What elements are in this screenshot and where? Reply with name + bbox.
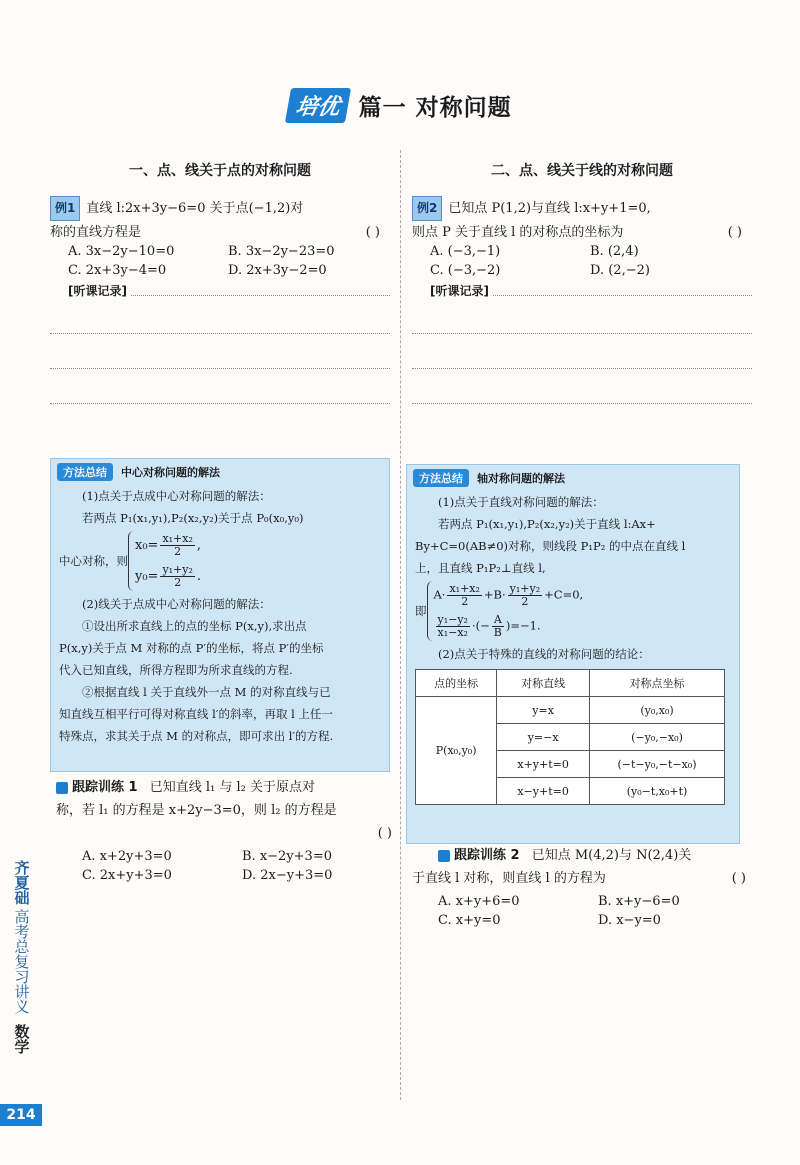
- track-2-label: 跟踪训练 2: [454, 848, 520, 863]
- column-divider: [400, 150, 401, 1100]
- example-2-text2: 则点 P 关于直线 l 的对称点的坐标为: [412, 225, 624, 240]
- eqB-3: )=−1.: [505, 618, 541, 633]
- method-text: 代入已知直线，所得方程即为所求直线的方程.: [59, 663, 293, 677]
- record-line: [493, 295, 752, 296]
- eqB-den2: B: [493, 626, 502, 639]
- method-text: 特殊点，求其关于点 M 的对称点，即可求出 l′的方程.: [59, 729, 334, 743]
- table-cell: (y₀−t,x₀+t): [590, 778, 725, 805]
- eq2-lhs: y₀=: [135, 569, 159, 584]
- track-2-line2: [412, 867, 752, 890]
- example-2-options: [430, 244, 752, 278]
- record-label: [听课记录]: [68, 284, 127, 298]
- table-header: 点的坐标: [416, 670, 497, 697]
- method-text: (2)线关于点成中心对称问题的解法：: [82, 597, 271, 611]
- left-method-header: [51, 459, 389, 485]
- eqA-3: +C=0,: [544, 587, 584, 602]
- eqA-den2: 2: [521, 595, 529, 608]
- option-d: D. 2x+3y−2=0: [228, 263, 327, 278]
- track-2-text2: 于直线 l 对称，则直线 l 的方程为: [412, 871, 606, 886]
- eq1-frac: [160, 533, 194, 558]
- left-track: [56, 776, 396, 883]
- option-a: A. x+y+6=0: [438, 894, 520, 909]
- eqA-2: +B·: [483, 587, 506, 602]
- eqB-den1: x₁−x₂: [437, 626, 468, 639]
- brand-text: 齐夏础: [12, 860, 31, 905]
- table-row: [416, 697, 725, 724]
- option-c: C. 2x+y+3=0: [82, 868, 172, 883]
- eqA-num1: x₁+x₂: [449, 582, 480, 595]
- table-cell: y=x: [497, 697, 590, 724]
- right-section-title: 二、点、线关于线的对称问题: [491, 163, 673, 179]
- eqA-frac1: [447, 583, 481, 608]
- left-method-box: [50, 458, 390, 772]
- track-1-text1: 已知直线 l₁ 与 l₂ 关于原点对: [149, 780, 315, 795]
- option-a: A. x+2y+3=0: [82, 849, 172, 864]
- method-text: (1)点关于直线对称问题的解法：: [438, 495, 604, 509]
- table-header: 对称点坐标: [590, 670, 725, 697]
- track-1-text2: 称，若 l₁ 的方程是 x+2y−3=0，则 l₂ 的方程是: [56, 803, 337, 818]
- axis-formula: [415, 581, 731, 641]
- method-text: 知直线互相平行可得对称直线 l′的斜率，再取 l 上任一: [59, 707, 333, 721]
- option-c: C. (−3,−2): [430, 263, 501, 278]
- method-text: ①设出所求直线上的点的坐标 P(x,y),求出点: [82, 619, 307, 633]
- track-1-line1: [56, 776, 396, 799]
- method-text: By+C=0(AB≠0)对称，则线段 P₁P₂ 的中点在直线 l: [415, 539, 686, 553]
- example-1-line2: [50, 221, 390, 244]
- right-column: [412, 160, 752, 404]
- eqA-den1: 2: [461, 595, 469, 608]
- table-cell: (−t−y₀,−t−x₀): [590, 751, 725, 778]
- eqA-1: A·: [433, 587, 446, 602]
- option-b: B. (2,4): [590, 244, 639, 259]
- method-text: 若两点 P₁(x₁,y₁),P₂(x₂,y₂)关于直线 l:Ax+: [438, 517, 656, 531]
- formula-brace: x₀= $\frac{\text{x₁+x₂}}{2}$ , y₀= $\frac{\text{y₁+y₂}}{2}$ .: [128, 531, 201, 591]
- example-2-tag: 例2: [412, 196, 442, 221]
- table-cell: x−y+t=0: [497, 778, 590, 805]
- option-b: B. x−2y+3=0: [242, 849, 332, 864]
- track-1-options: [82, 849, 396, 883]
- example-1-tag: 例1: [50, 196, 80, 221]
- left-section-title: 一、点、线关于点的对称问题: [129, 163, 311, 179]
- eqB-num1: y₁−y₂: [437, 613, 468, 626]
- table-cell: (−y₀,−x₀): [590, 724, 725, 751]
- example-2: [412, 196, 752, 221]
- page-title: 篇一 对称问题: [358, 95, 512, 121]
- example-1-text2: 称的直线方程是: [50, 225, 142, 240]
- option-d: D. (2,−2): [590, 263, 650, 278]
- option-b: B. 3x−2y−23=0: [228, 244, 335, 259]
- eqA-frac2: [508, 583, 542, 608]
- record-line: [50, 333, 390, 334]
- option-d: D. x−y=0: [598, 913, 661, 928]
- option-c: C. x+y=0: [438, 913, 501, 928]
- eq1-num: x₁+x₂: [162, 532, 193, 545]
- eq1-den: 2: [174, 545, 182, 558]
- track-icon: [56, 782, 68, 794]
- center-label: 中心对称，则: [59, 554, 128, 568]
- record-line: [412, 403, 752, 404]
- subject-text: 数学: [12, 1024, 31, 1054]
- track-2-line1: [412, 844, 752, 867]
- option-b: B. x+y−6=0: [598, 894, 680, 909]
- example-2-text1: 已知点 P(1,2)与直线 l:x+y+1=0,: [448, 201, 651, 216]
- book-sidebar: [8, 860, 34, 1054]
- center-formula: [59, 531, 381, 591]
- eqB-2: ·(−: [471, 618, 490, 633]
- symmetry-table: [415, 669, 725, 805]
- method-text: ②根据直线 l 关于直线外一点 M 的对称直线与已: [82, 685, 331, 699]
- method-text: P(x,y)关于点 M 对称的点 P′的坐标，将点 P′的坐标: [59, 641, 324, 655]
- table-point-cell: P(x₀,y₀): [416, 697, 497, 805]
- right-track: [412, 844, 752, 928]
- eqB-frac2: [492, 614, 504, 639]
- table-cell: (y₀,x₀): [590, 697, 725, 724]
- record-line: [50, 403, 390, 404]
- ji-label: 即: [415, 604, 427, 618]
- example-1-paren: ( ): [365, 225, 380, 240]
- track-2-paren: ( ): [731, 871, 746, 886]
- record-line: [131, 295, 390, 296]
- record-row: [412, 282, 752, 299]
- record-row: [50, 282, 390, 299]
- eq2-den: 2: [174, 576, 182, 589]
- example-1-options: [68, 244, 390, 278]
- eqA-num2: y₁+y₂: [509, 582, 541, 595]
- right-method-box: [406, 464, 740, 844]
- method-text: 若两点 P₁(x₁,y₁),P₂(x₂,y₂)关于点 P₀(x₀,y₀): [82, 511, 304, 525]
- track-2-options: [438, 894, 752, 928]
- method-title: 轴对称问题的解法: [477, 472, 565, 485]
- eqB-num2: A: [492, 614, 504, 627]
- formula-brace: [427, 581, 584, 641]
- record-line: [412, 333, 752, 334]
- option-c: C. 2x+3y−4=0: [68, 263, 167, 278]
- header-badge: 培优: [285, 88, 351, 123]
- track-1-label: 跟踪训练 1: [72, 780, 138, 795]
- table-header-row: [416, 670, 725, 697]
- example-2-paren: ( ): [727, 225, 742, 240]
- option-d: D. 2x−y+3=0: [242, 868, 333, 883]
- option-a: A. (−3,−1): [430, 244, 501, 259]
- eq2-num: y₁+y₂: [162, 563, 193, 576]
- example-1-text1: 直线 l:2x+3y−6=0 关于点(−1,2)对: [86, 201, 304, 216]
- method-text: 上，且直线 P₁P₂⊥直线 l,: [415, 561, 546, 575]
- record-line: [412, 368, 752, 369]
- right-method-header: [407, 465, 739, 491]
- series-text: 高考总复习讲义: [12, 909, 31, 1014]
- record-line: [50, 368, 390, 369]
- eqB-frac1: [436, 614, 470, 639]
- option-a: A. 3x−2y−10=0: [68, 244, 175, 259]
- track-1-paren: ( ): [377, 826, 392, 841]
- page-number: 214: [0, 1104, 42, 1126]
- method-pill: 方法总结: [57, 463, 113, 481]
- table-cell: x+y+t=0: [497, 751, 590, 778]
- track-icon: [438, 850, 450, 862]
- record-label: [听课记录]: [430, 284, 489, 298]
- method-title: 中心对称问题的解法: [121, 466, 220, 479]
- eq1-lhs: x₀=: [135, 538, 159, 553]
- example-1: [50, 196, 390, 221]
- method-text: (2)点关于特殊的直线的对称问题的结论：: [438, 647, 650, 661]
- page-header: [0, 88, 800, 123]
- track-2-text1: 已知点 M(4,2)与 N(2,4)关: [531, 848, 692, 863]
- eq2-frac: [160, 564, 194, 589]
- method-text: (1)点关于点成中心对称问题的解法：: [82, 489, 271, 503]
- left-column: [50, 160, 390, 404]
- table-cell: y=−x: [497, 724, 590, 751]
- table-header: 对称直线: [497, 670, 590, 697]
- example-2-line2: [412, 221, 752, 244]
- method-pill: 方法总结: [413, 469, 469, 487]
